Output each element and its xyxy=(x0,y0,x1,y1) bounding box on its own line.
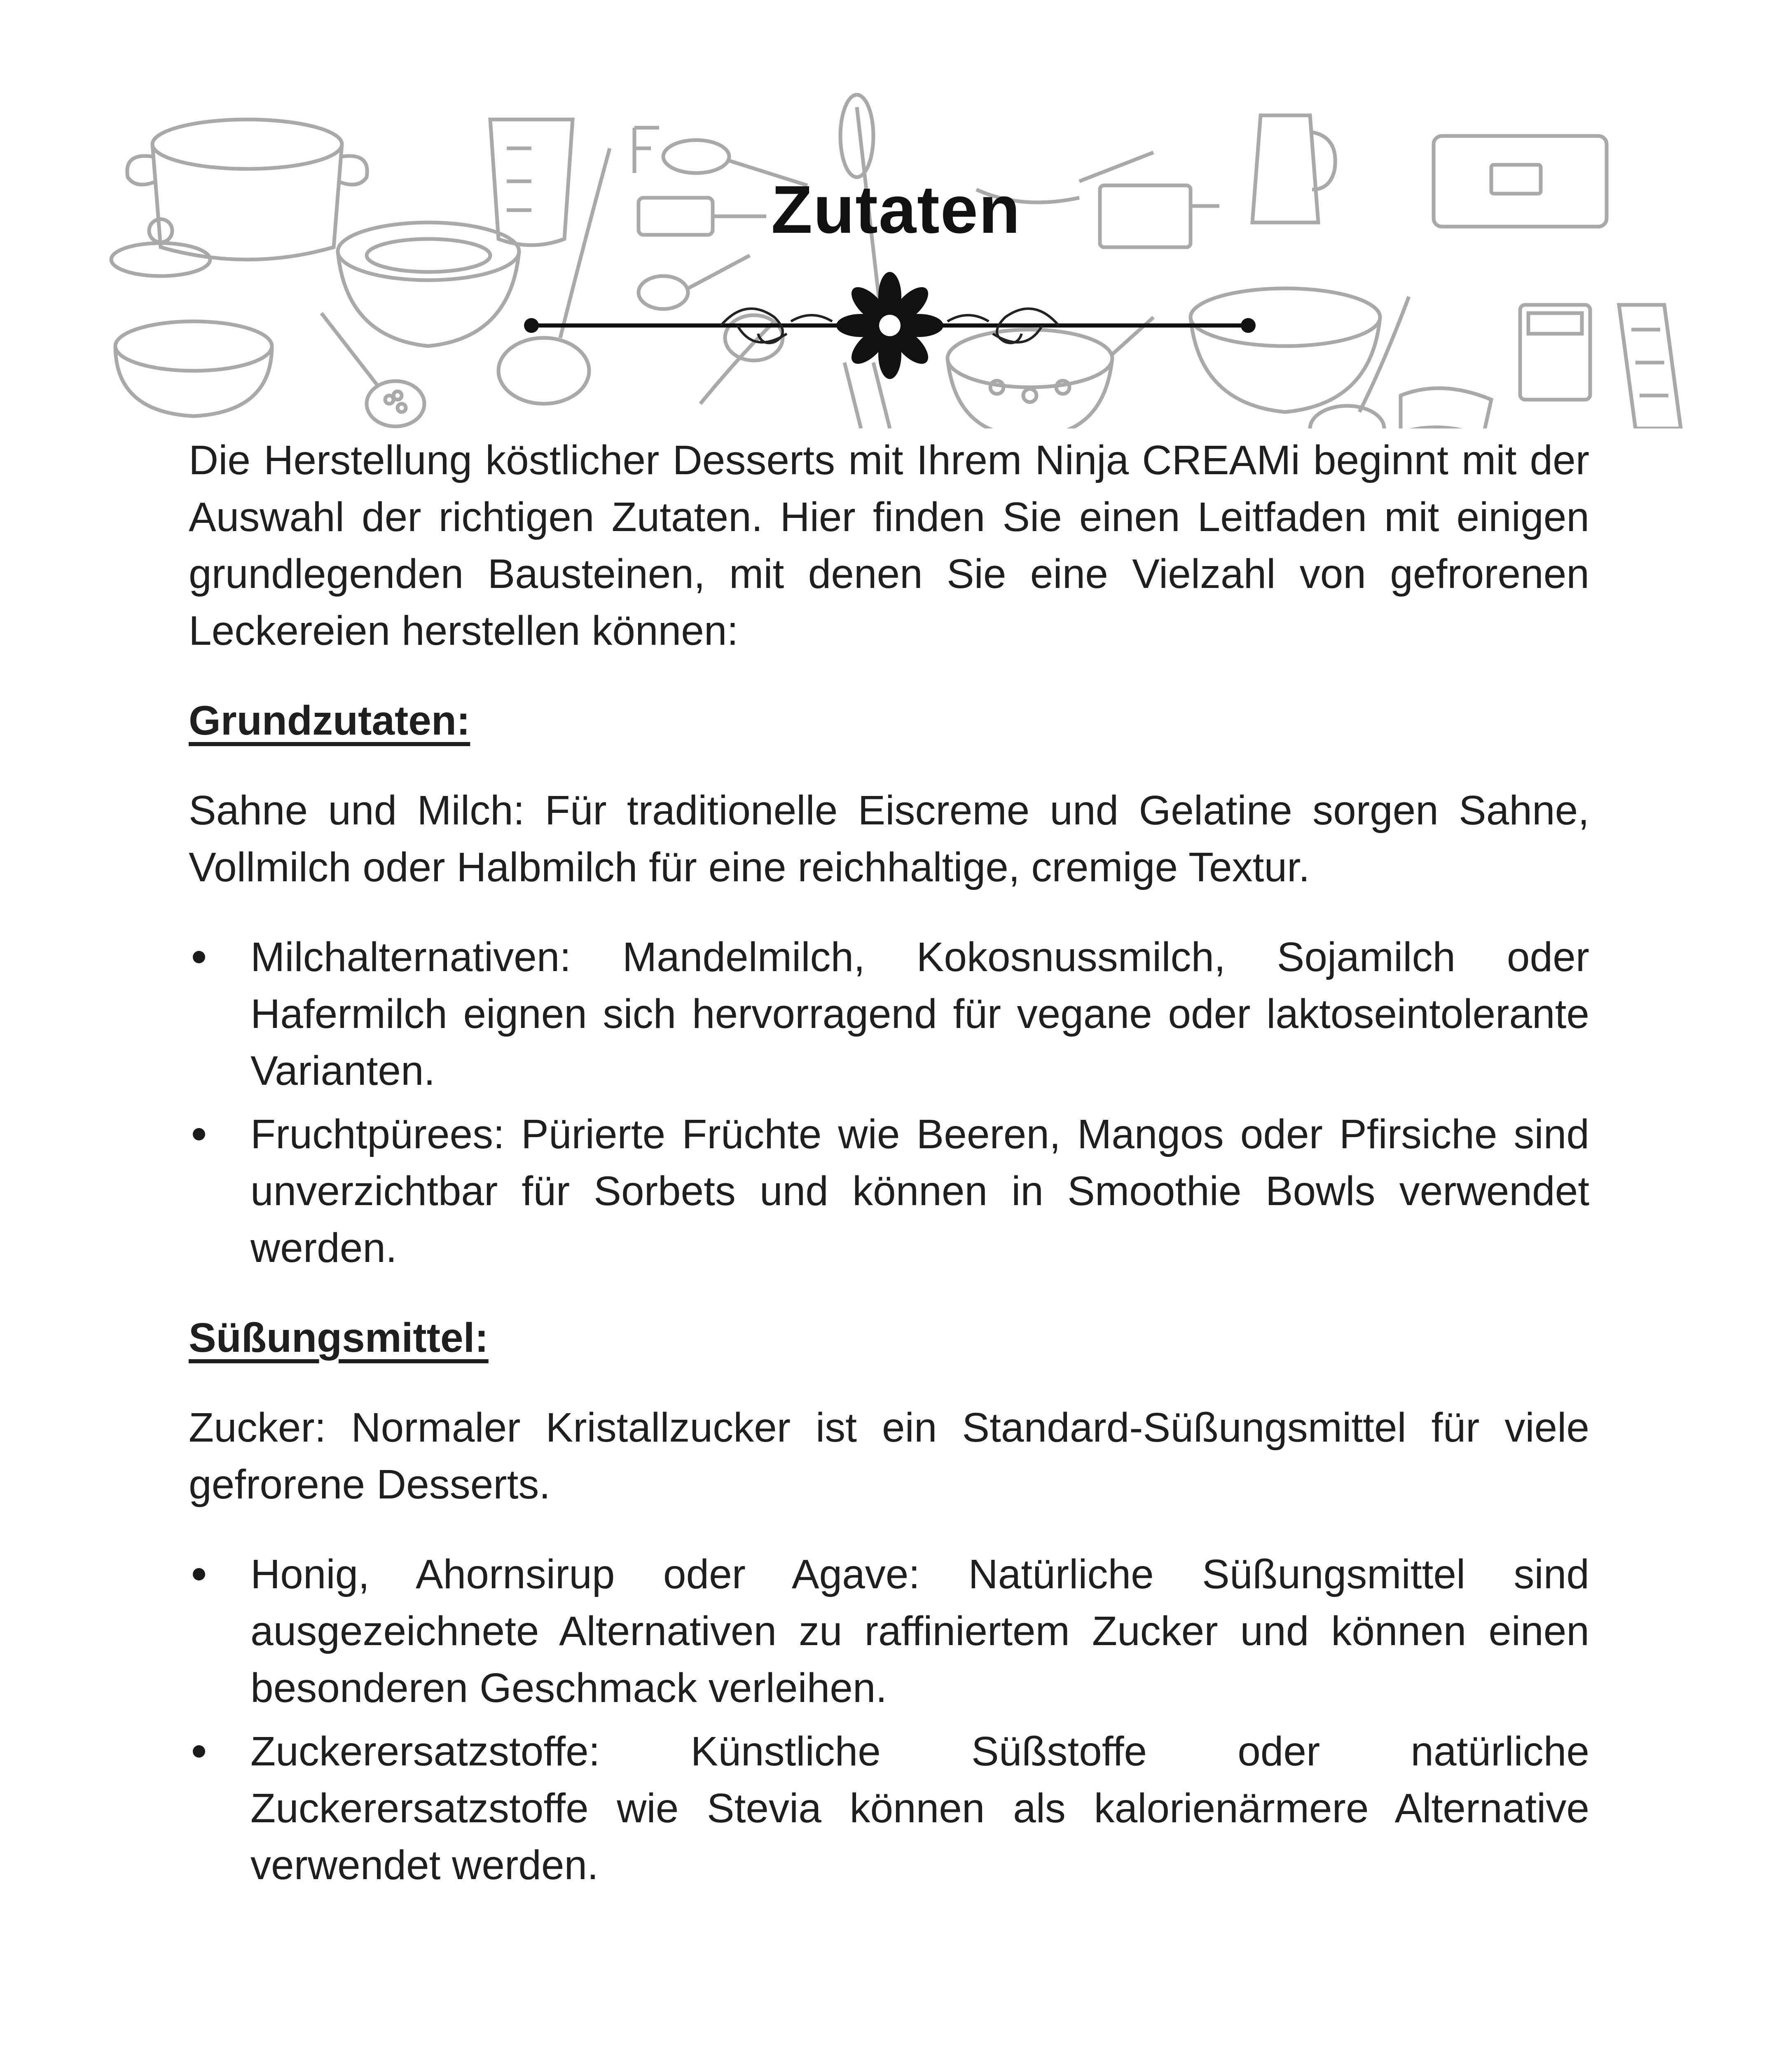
list-item-text: Zuckerersatzstoffe: Künstliche Süßstoffe oder natürliche Zuckerersatzstoffe wie Stevia können als kalorienärmere Alternative verwendet werden. xyxy=(250,1728,1589,1888)
list-item xyxy=(189,1546,1589,1716)
bullet-list xyxy=(189,929,1589,1276)
bullet-list xyxy=(189,1546,1589,1894)
ladle-icon xyxy=(1310,297,1409,428)
towel-icon xyxy=(1401,388,1491,428)
bullet-icon xyxy=(193,1745,205,1758)
section-paragraph: Sahne und Milch: Für traditionelle Eiscreme und Gelatine sorgen Sahne, Vollmilch oder Halbmilch für eine reichhaltige, cremige Textur. xyxy=(189,787,1589,890)
bullet-icon xyxy=(193,1568,205,1580)
intro-paragraph: Die Herstellung köstlicher Desserts mit Ihrem Ninja CREAMi beginnt mit der Auswahl der richtigen Zutaten. Hier finden Sie einen Leitfaden mit einigen grundlegenden Bausteinen, mit denen Sie eine Vielzahl von gefrorenen Leckereien herstellen können: xyxy=(189,437,1589,654)
slotted-spoon-icon xyxy=(321,313,424,426)
sugar-bowl-icon xyxy=(111,219,272,416)
list-item-text: Honig, Ahornsirup oder Agave: Natürliche Süßungsmittel sind ausgezeichnete Alternativen zu raffiniertem Zucker und können einen besonderen Geschmack verleihen. xyxy=(250,1551,1589,1711)
flower-ornament-icon xyxy=(836,272,943,379)
bullet-icon xyxy=(193,951,205,963)
bullet-icon xyxy=(193,1128,205,1140)
ornamental-divider xyxy=(523,272,1256,379)
page-title: Zutaten xyxy=(771,172,1021,247)
list-item-text: Fruchtpürees: Pürierte Früchte wie Beeren, Mangos oder Pfirsiche sind unverzichtbar für Sorbets und können in Smoothie Bowls verwendet werden. xyxy=(250,1111,1589,1271)
list-item xyxy=(189,1106,1589,1276)
page-content xyxy=(189,432,1589,1927)
section-paragraph: Zucker: Normaler Kristallzucker ist ein Standard-Süßungsmittel für viele gefrorene Desserts. xyxy=(189,1405,1589,1508)
calculator-icon xyxy=(1520,305,1590,400)
list-item xyxy=(189,1723,1589,1894)
list-item xyxy=(189,929,1589,1099)
section-heading: Süßungsmittel: xyxy=(189,1315,489,1361)
grater-icon xyxy=(1619,305,1681,428)
section-heading: Grundzutaten: xyxy=(189,698,470,744)
list-item-text: Milchalternativen: Mandelmilch, Kokosnussmilch, Sojamilch oder Hafermilch eignen sich hervorragend für vegane oder laktoseintolerante Varianten. xyxy=(250,934,1589,1094)
